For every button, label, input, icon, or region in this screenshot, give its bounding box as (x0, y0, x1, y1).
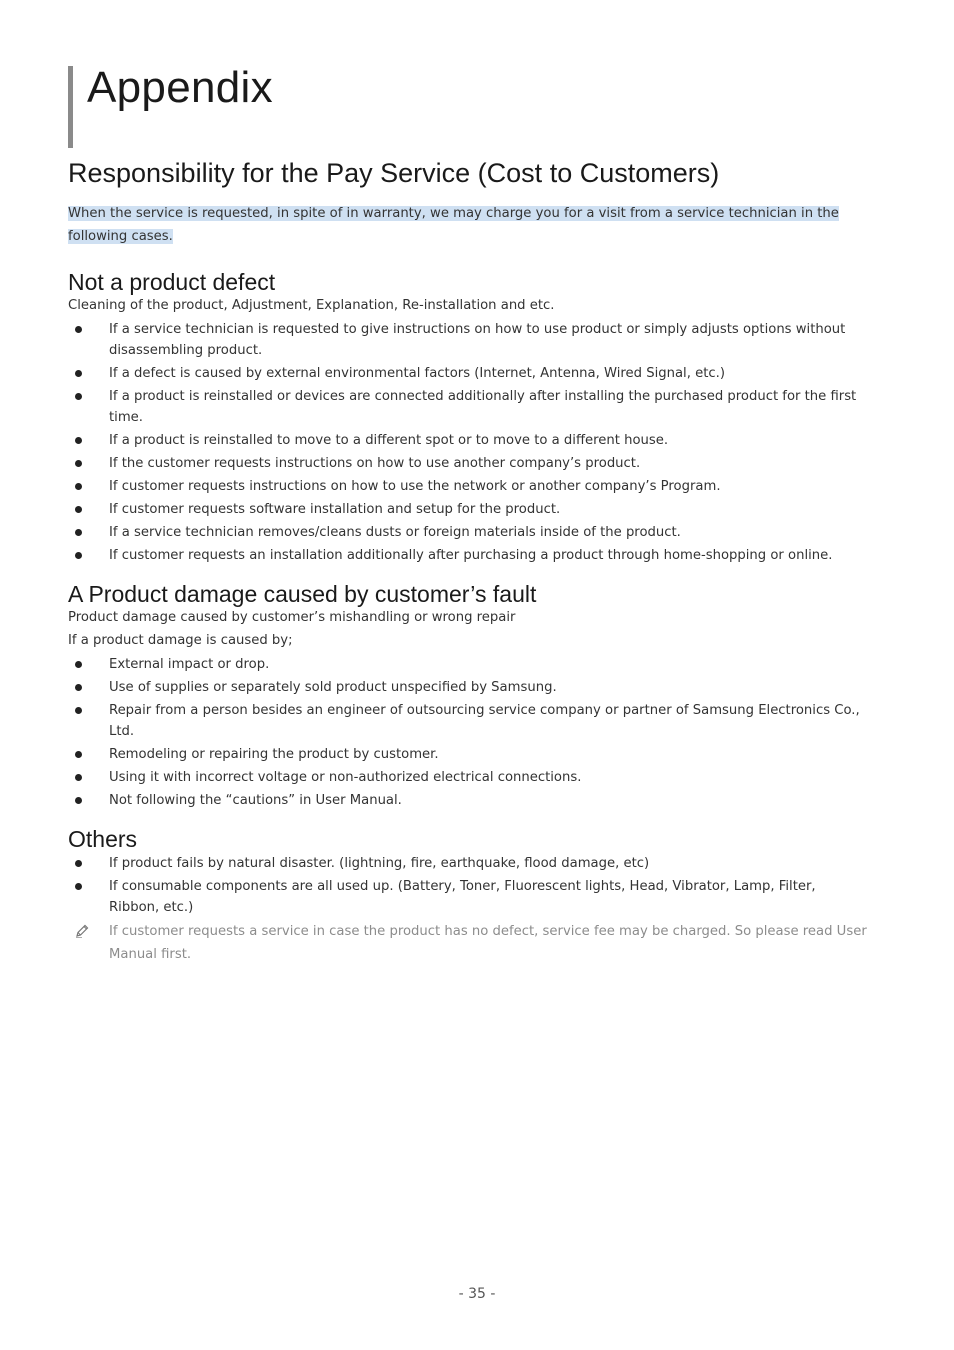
selected-text[interactable]: When the service is requested, in spite of in warranty, we may charge you for a visit from a service technician in the following cases. (68, 206, 839, 244)
list-item: If customer requests instructions on how to use the network or another company’s Program. (68, 476, 868, 497)
bullet-icon (75, 393, 82, 400)
list-item: If customer requests software installation and setup for the product. (68, 499, 868, 520)
others-title: Others (68, 826, 138, 852)
bullet-icon (75, 883, 82, 890)
bullet-icon (75, 552, 82, 559)
chapter-title: Appendix (87, 63, 273, 112)
list-item: If a service technician is requested to give instructions on how to use product or simply adjusts options without disassembling product. (68, 319, 868, 361)
damage-list (68, 654, 868, 811)
bullet-icon (75, 661, 82, 668)
list-item: If the customer requests instructions on how to use another company’s product. (68, 453, 868, 474)
others-block (68, 825, 868, 966)
list-item: If product fails by natural disaster. (lightning, fire, earthquake, flood damage, etc) (68, 853, 868, 874)
pencil-icon (74, 923, 90, 939)
not-defect-list (68, 319, 868, 566)
list-item: If a service technician removes/cleans dusts or foreign materials inside of the product. (68, 522, 868, 543)
list-item: If a product is reinstalled or devices are connected additionally after installing the purchased product for the first time. (68, 386, 868, 428)
list-item: If a product is reinstalled to move to a different spot or to move to a different house. (68, 430, 868, 451)
bullet-icon (75, 774, 82, 781)
bullet-icon (75, 370, 82, 377)
list-item: If a defect is caused by external environmental factors (Internet, Antenna, Wired Signal, etc.) (68, 363, 868, 384)
list-item: If consumable components are all used up. (Battery, Toner, Fluorescent lights, Head, Vibrator, Lamp, Filter, Ribbon, etc.) (68, 876, 868, 918)
list-item: Not following the “cautions” in User Manual. (68, 790, 868, 811)
bullet-icon (75, 684, 82, 691)
damage-lead-secondary: If a product damage is caused by; (68, 633, 293, 648)
list-item: Remodeling or repairing the product by customer. (68, 744, 868, 765)
note (68, 920, 868, 966)
bullet-icon (75, 751, 82, 758)
list-item: Using it with incorrect voltage or non-authorized electrical connections. (68, 767, 868, 788)
bullet-icon (75, 460, 82, 467)
list-item: If customer requests an installation additionally after purchasing a product through home-shopping or online. (68, 545, 868, 566)
not-defect-title: Not a product defect (68, 269, 276, 295)
damage-block (68, 580, 868, 811)
damage-title: A Product damage caused by customer’s fault (68, 581, 537, 607)
others-list (68, 853, 868, 918)
bullet-icon (75, 437, 82, 444)
list-item: Use of supplies or separately sold product unspecified by Samsung. (68, 677, 868, 698)
not-defect-lead: Cleaning of the product, Adjustment, Explanation, Re-installation and etc. (68, 298, 555, 313)
chapter-header (68, 63, 273, 148)
page-content (68, 154, 868, 980)
damage-lead: Product damage caused by customer’s mishandling or wrong repair (68, 610, 516, 625)
bullet-icon (75, 797, 82, 804)
page-number: - 35 - (458, 1286, 496, 1302)
bullet-icon (75, 707, 82, 714)
bullet-icon (75, 326, 82, 333)
bullet-icon (75, 529, 82, 536)
bullet-icon (75, 483, 82, 490)
bullet-icon (75, 860, 82, 867)
section-intro (68, 202, 868, 248)
list-item: External impact or drop. (68, 654, 868, 675)
not-defect-block (68, 268, 868, 566)
note-text: If customer requests a service in case the product has no defect, service fee may be charged. So please read User Manual first. (109, 924, 867, 962)
section-title: Responsibility for the Pay Service (Cost to Customers) (68, 158, 720, 188)
bullet-icon (75, 506, 82, 513)
list-item: Repair from a person besides an engineer of outsourcing service company or partner of Samsung Electronics Co., Ltd. (68, 700, 868, 742)
